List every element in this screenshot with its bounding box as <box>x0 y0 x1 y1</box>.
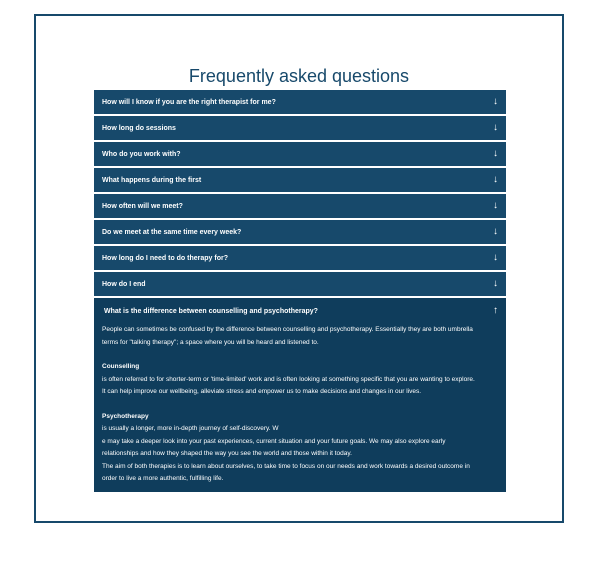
arrow-down-icon: ↓ <box>493 96 498 107</box>
faq-item-session-length[interactable] <box>94 116 506 140</box>
answer-text: It can help improve our wellbeing, alleviate stress and empower us to make decisions and changes in our lives. <box>102 388 422 395</box>
faq-question: Do we meet at the same time every week? <box>102 228 242 236</box>
faq-question: What is the difference between counselling and psychotherapy? <box>104 307 318 315</box>
faq-item-who-work-with[interactable] <box>94 142 506 166</box>
answer-text: is usually a longer, more in-depth journey of self-discovery. W <box>102 425 279 432</box>
faq-item-how-often[interactable] <box>94 194 506 218</box>
faq-answer <box>102 324 498 486</box>
faq-item-therapy-duration[interactable] <box>94 246 506 270</box>
faq-item-expanded <box>94 298 506 492</box>
faq-item-how-end[interactable] <box>94 272 506 296</box>
faq-question: How often will we meet? <box>102 202 183 210</box>
faq-item-same-time[interactable] <box>94 220 506 244</box>
arrow-down-icon: ↓ <box>493 252 498 263</box>
arrow-down-icon: ↓ <box>493 200 498 211</box>
answer-text: order to live a more authentic, fulfilling life. <box>102 475 224 482</box>
answer-text: relationships and how they shaped the way you see the world and those within it today. <box>102 450 352 457</box>
faq-question: How long do I need to do therapy for? <box>102 254 228 262</box>
arrow-up-icon: ↑ <box>493 305 498 316</box>
answer-text: The aim of both therapies is to learn about ourselves, to take time to focus on our needs and work towards a desired outcome in <box>102 462 470 470</box>
psychotherapy-heading: Psychotherapy <box>102 412 149 420</box>
arrow-down-icon: ↓ <box>493 226 498 237</box>
answer-text: terms for "talking therapy"; a space where you will be heard and listened to. <box>102 338 319 346</box>
arrow-down-icon: ↓ <box>493 122 498 133</box>
arrow-down-icon: ↓ <box>493 148 498 159</box>
faq-accordion <box>94 90 506 492</box>
arrow-down-icon: ↓ <box>493 174 498 185</box>
page-title: Frequently asked questions <box>188 66 410 86</box>
faq-item-first-session[interactable] <box>94 168 506 192</box>
faq-expanded-header[interactable] <box>102 298 498 324</box>
faq-question: Who do you work with? <box>102 150 181 158</box>
faq-question: How do I end <box>102 280 146 288</box>
faq-item-right-therapist[interactable] <box>94 90 506 114</box>
faq-question: How long do sessions <box>102 124 176 132</box>
answer-text: is often referred to for shorter-term or 'time-limited' work and is often looking at something specific that you are wanting to explore. <box>102 375 475 383</box>
counselling-heading: Counselling <box>102 363 140 370</box>
answer-text: e may take a deeper look into your past experiences, current situation and your future goals. We may also explore early <box>102 437 446 445</box>
answer-text: People can sometimes be confused by the difference between counselling and psychotherapy. Essentially they are both umbrella <box>102 326 473 333</box>
faq-question: How will I know if you are the right therapist for me? <box>102 98 276 106</box>
faq-question: What happens during the first <box>102 176 202 184</box>
arrow-down-icon: ↓ <box>493 278 498 289</box>
